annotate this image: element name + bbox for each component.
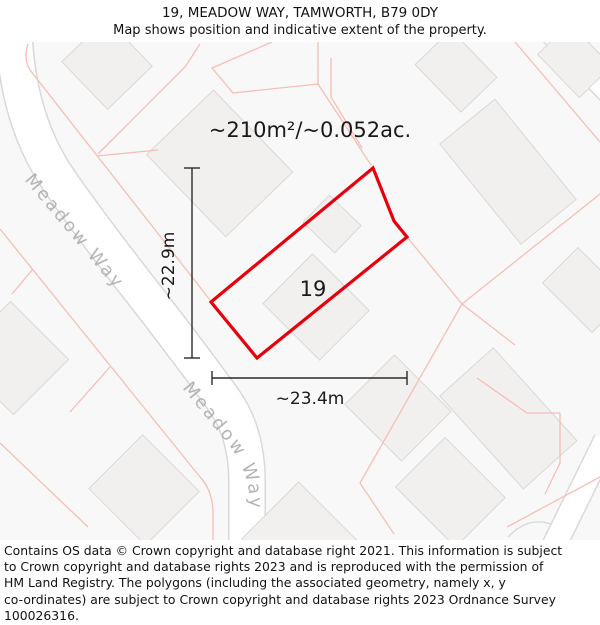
- footer-line: co-ordinates) are subject to Crown copyright and database rights 2023 Ordnance Survey: [4, 591, 556, 607]
- horizontal-dimension-label: ~23.4m: [275, 389, 345, 409]
- footer-line: to Crown copyright and database rights 2023 and is reproduced with the permission of: [4, 559, 544, 575]
- os-map-svg: [0, 42, 600, 540]
- page-subtitle: Map shows position and indicative extent of the property.: [113, 23, 487, 38]
- footer-line: HM Land Registry. The polygons (including the associated geometry, namely x, y: [4, 575, 506, 591]
- copyright-footer: [0, 540, 600, 624]
- road-label-meadow-way-lower: Meadow Way: [178, 377, 267, 511]
- plot-number-label: 19: [299, 277, 327, 301]
- road-label-meadow-way-upper: Meadow Way: [20, 169, 129, 294]
- page-title: 19, MEADOW WAY, TAMWORTH, B79 0DY: [161, 5, 439, 21]
- area-label: ~210m²/~0.052ac.: [208, 118, 412, 142]
- vertical-dimension-label: ~22.9m: [159, 231, 179, 301]
- map-header: [0, 0, 600, 42]
- footer-line: Contains OS data © Crown copyright and database right 2021. This information is subject: [4, 543, 563, 558]
- map-canvas: [0, 42, 600, 540]
- footer-line: 100026316.: [4, 607, 79, 623]
